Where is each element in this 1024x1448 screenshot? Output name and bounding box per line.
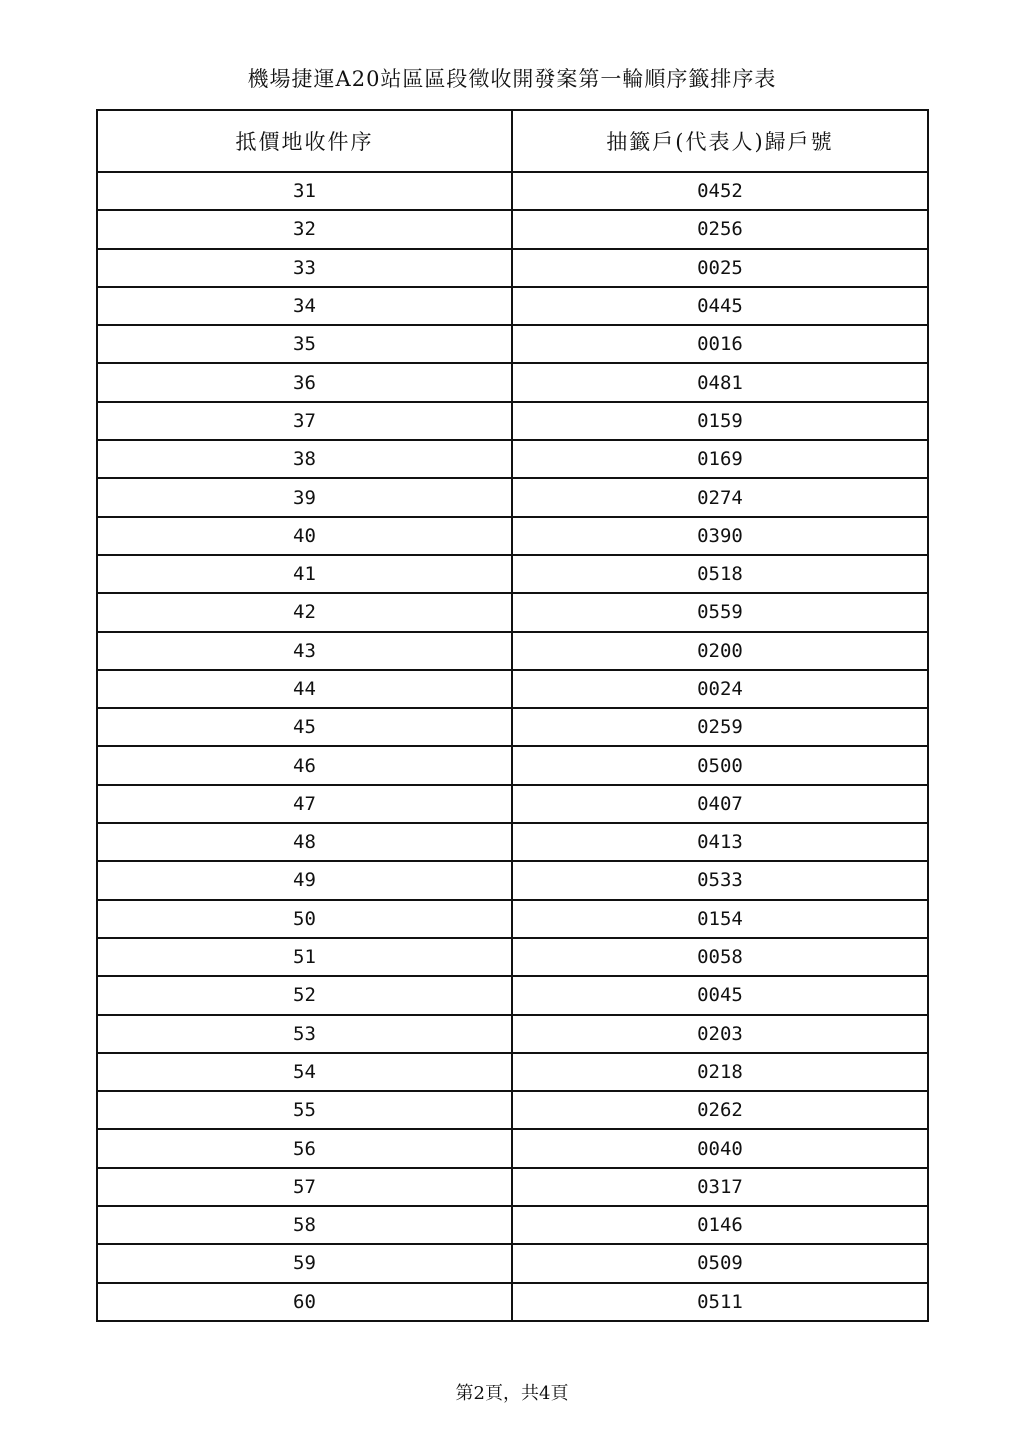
table-body xyxy=(97,172,928,1321)
table-row xyxy=(97,1168,928,1206)
receipt-order-cell: 51 xyxy=(97,938,512,976)
table-row xyxy=(97,976,928,1014)
household-number-cell: 0256 xyxy=(512,210,928,248)
receipt-order-cell: 59 xyxy=(97,1244,512,1282)
household-number-cell: 0058 xyxy=(512,938,928,976)
household-number-cell: 0159 xyxy=(512,402,928,440)
receipt-order-cell: 39 xyxy=(97,478,512,516)
table-row xyxy=(97,517,928,555)
receipt-order-cell: 58 xyxy=(97,1206,512,1244)
household-number-cell: 0518 xyxy=(512,555,928,593)
receipt-order-cell: 52 xyxy=(97,976,512,1014)
household-number-cell: 0259 xyxy=(512,708,928,746)
receipt-order-cell: 54 xyxy=(97,1053,512,1091)
table-row xyxy=(97,861,928,899)
receipt-order-cell: 45 xyxy=(97,708,512,746)
household-number-cell: 0559 xyxy=(512,593,928,631)
table-row xyxy=(97,708,928,746)
receipt-order-cell: 32 xyxy=(97,210,512,248)
household-number-cell: 0262 xyxy=(512,1091,928,1129)
receipt-order-cell: 36 xyxy=(97,363,512,401)
household-number-cell: 0154 xyxy=(512,900,928,938)
table-row xyxy=(97,440,928,478)
household-number-cell: 0146 xyxy=(512,1206,928,1244)
table-row xyxy=(97,632,928,670)
receipt-order-cell: 47 xyxy=(97,785,512,823)
household-number-cell: 0016 xyxy=(512,325,928,363)
household-number-cell: 0024 xyxy=(512,670,928,708)
household-number-cell: 0481 xyxy=(512,363,928,401)
receipt-order-cell: 53 xyxy=(97,1015,512,1053)
household-number-cell: 0025 xyxy=(512,249,928,287)
household-number-cell: 0413 xyxy=(512,823,928,861)
page-number: 第2頁，共4頁 xyxy=(455,1383,569,1404)
household-number-cell: 0511 xyxy=(512,1283,928,1321)
household-number-cell: 0169 xyxy=(512,440,928,478)
receipt-order-cell: 49 xyxy=(97,861,512,899)
household-number-cell: 0533 xyxy=(512,861,928,899)
table-row xyxy=(97,402,928,440)
table-row xyxy=(97,172,928,210)
table-row xyxy=(97,325,928,363)
household-number-cell: 0445 xyxy=(512,287,928,325)
lottery-order-table xyxy=(96,109,929,1322)
receipt-order-cell: 60 xyxy=(97,1283,512,1321)
page-title: 機場捷運A20站區區段徵收開發案第一輪順序籤排序表 xyxy=(247,67,777,91)
table-row xyxy=(97,785,928,823)
column-header-receipt-order: 抵價地收件序 xyxy=(97,110,512,172)
household-number-cell: 0500 xyxy=(512,746,928,784)
table-row xyxy=(97,249,928,287)
table-row xyxy=(97,1206,928,1244)
table-row xyxy=(97,746,928,784)
table-header-row xyxy=(97,110,928,172)
table-row xyxy=(97,1129,928,1167)
table-row xyxy=(97,210,928,248)
table-row xyxy=(97,1283,928,1321)
receipt-order-cell: 38 xyxy=(97,440,512,478)
receipt-order-cell: 41 xyxy=(97,555,512,593)
household-number-cell: 0045 xyxy=(512,976,928,1014)
household-number-cell: 0407 xyxy=(512,785,928,823)
receipt-order-cell: 40 xyxy=(97,517,512,555)
table-row xyxy=(97,1015,928,1053)
table-row xyxy=(97,478,928,516)
receipt-order-cell: 55 xyxy=(97,1091,512,1129)
table-row xyxy=(97,1091,928,1129)
table-row xyxy=(97,670,928,708)
table-row xyxy=(97,287,928,325)
receipt-order-cell: 57 xyxy=(97,1168,512,1206)
receipt-order-cell: 43 xyxy=(97,632,512,670)
table-row xyxy=(97,363,928,401)
household-number-cell: 0040 xyxy=(512,1129,928,1167)
table-row xyxy=(97,900,928,938)
table-row xyxy=(97,823,928,861)
table-row xyxy=(97,1244,928,1282)
receipt-order-cell: 42 xyxy=(97,593,512,631)
receipt-order-cell: 44 xyxy=(97,670,512,708)
receipt-order-cell: 31 xyxy=(97,172,512,210)
household-number-cell: 0317 xyxy=(512,1168,928,1206)
household-number-cell: 0274 xyxy=(512,478,928,516)
receipt-order-cell: 56 xyxy=(97,1129,512,1167)
receipt-order-cell: 46 xyxy=(97,746,512,784)
household-number-cell: 0218 xyxy=(512,1053,928,1091)
receipt-order-cell: 33 xyxy=(97,249,512,287)
receipt-order-cell: 37 xyxy=(97,402,512,440)
household-number-cell: 0390 xyxy=(512,517,928,555)
household-number-cell: 0452 xyxy=(512,172,928,210)
receipt-order-cell: 50 xyxy=(97,900,512,938)
receipt-order-cell: 34 xyxy=(97,287,512,325)
receipt-order-cell: 48 xyxy=(97,823,512,861)
receipt-order-cell: 35 xyxy=(97,325,512,363)
table-row xyxy=(97,593,928,631)
household-number-cell: 0200 xyxy=(512,632,928,670)
household-number-cell: 0509 xyxy=(512,1244,928,1282)
household-number-cell: 0203 xyxy=(512,1015,928,1053)
table-row xyxy=(97,938,928,976)
column-header-household-number: 抽籤戶(代表人)歸戶號 xyxy=(512,110,928,172)
table-row xyxy=(97,1053,928,1091)
table-row xyxy=(97,555,928,593)
